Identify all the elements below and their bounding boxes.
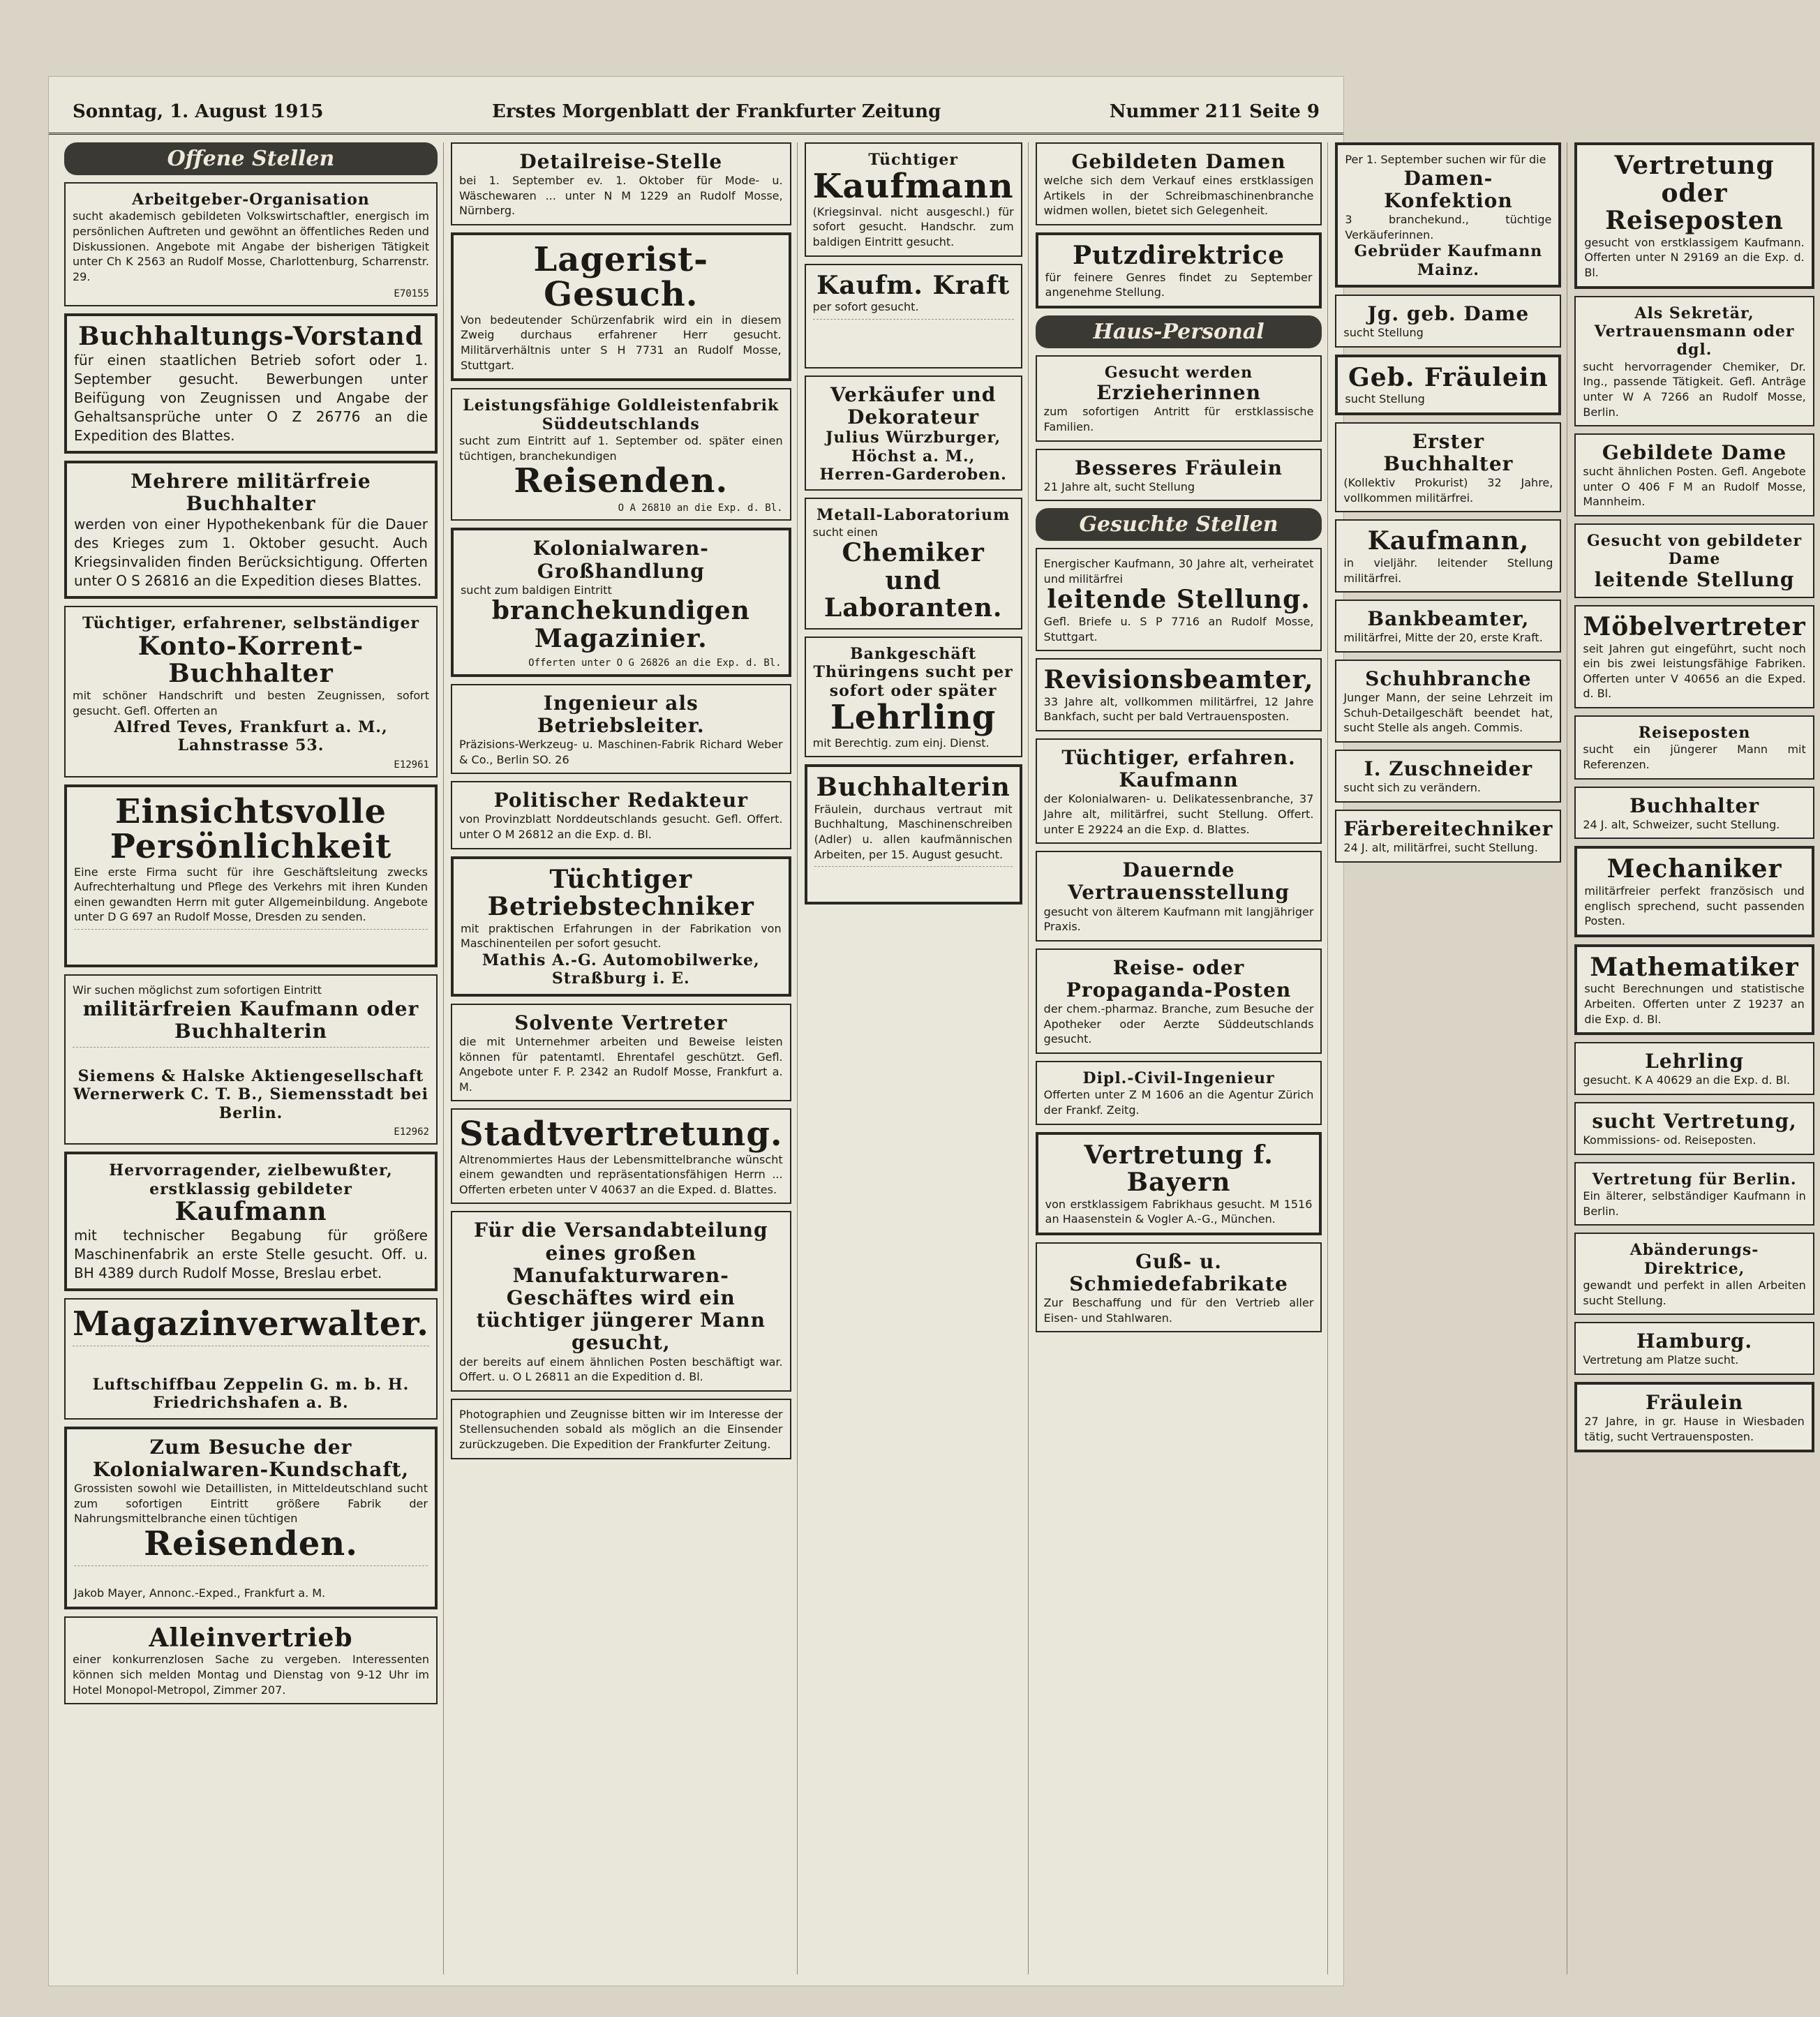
ad-title: Stadtvertretung. [458,1115,783,1154]
ad-schuhbranche [1335,660,1561,743]
ad-lead: Tüchtiger, erfahrener, selbständiger [82,614,420,633]
ad-title: Kaufmann, [1367,526,1530,556]
ad-kolonial-grosshandlung [451,528,791,676]
ad-civil-ingenieur [1036,1061,1322,1125]
ad-besseres-fraeulein [1036,449,1322,502]
ad-title: Besseres Fräulein [1075,456,1283,479]
ad-title: Hamburg. [1636,1330,1753,1353]
ad-title: Detailreise-Stelle [519,150,723,173]
ad-text: Offerten unter Z M 1606 an die Agentur Zürich der Frankf. Zeitg. [1043,1088,1314,1117]
ad-text: seit Jahren gut eingeführt, sucht noch ein bis zwei leistungsfähige Fabriken. Offerten unter V 40656 an die Exped. d. Bl. [1583,641,1806,701]
ad-verkaeufer-dekorateur [805,375,1022,491]
ad-text: 24 J. alt, militärfrei, sucht Stellung. [1343,840,1538,854]
ad-firm: Julius Würzburger, Höchst a. M., Herren-Garderoben. [819,429,1007,484]
ad-mathematiker [1574,944,1814,1035]
ad-buchhalter-schweizer [1574,787,1814,840]
ad-title: Vertretung für Berlin. [1592,1170,1797,1189]
ad-text: 24 J. alt, Schweizer, sucht Stellung. [1583,817,1780,831]
ad-title: Damen-Konfektion [1384,166,1513,212]
ad-text: sucht einen [812,525,878,539]
ad-geb-fraeulein [1335,355,1561,415]
ad-title: Gebildete Dame [1602,441,1787,465]
ad-lead: Kolonialwaren-Großhandlung [532,537,709,583]
ad-text: 27 Jahre, in gr. Hause in Wiesbaden tätig, sucht Vertrauensposten. [1584,1415,1805,1443]
ad-einsichtsvolle [64,784,438,967]
ad-text: 3 branchekund., tüchtige Verkäuferinnen. [1345,212,1552,241]
ad-firm: Luftschiffbau Zeppelin G. m. b. H. Friedrichshafen a. B. [92,1375,410,1413]
ad-reiseposten [1574,715,1814,780]
ad-lead: Gesucht werden [1104,363,1253,382]
ad-code: E70155 [394,288,429,300]
ad-kaufmann-leitend [1335,519,1561,593]
ad-title: Bankbeamter, [1367,607,1530,631]
ad-text: bei 1. September ev. 1. Oktober für Mode- u. Wäschewaren ... unter N M 1229 an Rudolf Mosse, Nürnberg. [458,174,783,218]
ad-text: sucht hervorragender Chemiker, Dr. Ing., passende Tätigkeit. Gefl. Anträge unter W A 7266 an Rudolf Mosse, Berlin. [1583,359,1806,419]
ad-propaganda [1036,948,1322,1054]
ad-text: sucht akademisch gebildeten Volkswirtschaftler, energisch im persönlichen Auftreten und gewöhnt an öffentliches Reden und Diskussionen. Angebote mit Angabe der bisherigen Tätigkeit unter Ch K 2563 an Rudolf Mosse, Charlottenburg, Scharrenstr. 29. [73,209,429,283]
ad-title: militärfreien Kaufmann oder Buchhalterin [82,997,419,1043]
ad-title: sucht Vertretung, [1592,1109,1797,1133]
ad-gesucht-von-dame [1574,523,1814,598]
ad-title: Abänderungs-Direktrice, [1629,1241,1759,1278]
ad-kolonialwaren-kundschaft [64,1427,438,1609]
ad-kaufmann-technik [64,1152,438,1290]
ad-lead: Bankgeschäft Thüringens sucht per sofort oder später [813,645,1013,700]
ad-text: Gefl. Briefe u. S P 7716 an Rudolf Mosse, Stuttgart. [1043,615,1314,643]
ad-text: für feinere Genres findet zu September angenehme Stellung. [1045,270,1313,299]
ad-title: Zum Besuche der Kolonialwaren-Kundschaft, [92,1435,410,1481]
ad-moebelvertreter [1574,605,1814,708]
ad-title: Mechaniker [1606,854,1782,884]
ad-firm: Jakob Mayer, Annonc.-Exped., Frankfurt a. M. [74,1586,326,1600]
ad-head: Reisenden. [144,1524,358,1563]
ad-stadtvertretung [451,1108,791,1204]
ad-kaufm-kraft [805,264,1022,369]
text-filler [74,929,428,959]
ad-lead: Per 1. September suchen wir für die [1345,153,1546,166]
ad-text: sucht Stellung [1345,392,1425,406]
ad-bankgeschaeft [805,637,1022,757]
ad-title: Für die Versandabteilung eines großen Manufakturwaren-Geschäftes wird ein tüchtiger jüngerer Mann gesucht, [473,1219,768,1355]
ad-title: Kaufm. Kraft [816,270,1010,300]
ad-title: Revisionsbeamter, [1043,665,1314,695]
ad-goldleisten [451,388,791,521]
ad-erster-buchhalter [1335,422,1561,513]
ad-lehrling [1574,1042,1814,1095]
ad-magazinverwalter [64,1298,438,1420]
ad-text: mit technischer Begabung für größere Maschinenfabrik an erste Stelle gesucht. Off. u. BH 4389 durch Rudolf Mosse, Breslau erbet. [74,1226,428,1281]
ad-leitende-stellung [1036,548,1322,651]
ad-title: Geb. Fräulein [1348,362,1549,392]
ad-text: der bereits auf einem ähnlichen Posten beschäftigt war. Offert. u. O L 26811 an die Expedition d. Bl. [458,1355,783,1384]
ad-title: Chemiker und Laboranten. [823,538,1003,623]
ad-text: in vieljähr. leitender Stellung militärfrei. [1343,556,1553,585]
ad-title: Mathematiker [1590,952,1799,982]
ad-title: Gebildeten Damen [1071,150,1286,173]
ad-text: welche sich dem Verkauf eines erstklassigen Artikels in der Schreibmaschinenbranche widmen wollen, bietet sich Gelegenheit. [1043,174,1314,218]
ad-zuschneider [1335,750,1561,803]
text-filler [73,1047,429,1067]
ad-text: (Kriegsinval. nicht ausgeschl.) für sofort gesucht. Handschr. zum baldigen Eintritt gesucht. [812,204,1014,248]
ad-text: Photographien und Zeugnisse bitten wir im Interesse der Stellensuchenden sobald als möglich an die Einsender zurückzugeben. Die Expedition der Frankfurter Zeitung. [458,1407,783,1451]
ad-guss [1036,1242,1322,1333]
ad-title: Guß- u. Schmiedefabrikate [1069,1249,1288,1296]
ad-title: Gesucht von gebildeter Dame [1587,532,1803,569]
column-6 [1574,142,1819,1974]
ad-revisionsbeamter [1036,658,1322,731]
ad-text: sucht ein jüngerer Mann mit Referenzen. [1583,743,1806,771]
header-date: Sonntag, 1. August 1915 [73,101,324,122]
ad-detailreise [451,142,791,225]
column-5 [1335,142,1567,1974]
section-banner-offene-stellen: Offene Stellen [64,142,438,175]
column-2 [451,142,798,1974]
section-banner-gesuchte-stellen: Gesuchte Stellen [1036,508,1322,541]
ad-title: Vertretung f. Bayern [1084,1140,1274,1198]
ad-title: branchekundigen Magazinier. [491,596,750,654]
ad-dauernde-vertrauensstellung [1036,851,1322,941]
ad-text: sucht Stellung [1343,326,1424,340]
ad-title: Tüchtiger Betriebstechniker [487,864,754,922]
ad-text: militärfrei, Mitte der 20, erste Kraft. [1343,631,1543,645]
ad-text: gesucht von älterem Kaufmann mit langjähriger Praxis. [1043,905,1314,934]
ad-title: Magazinverwalter. [73,1304,429,1344]
ad-lead: Wir suchen möglichst zum sofortigen Eintritt [73,983,322,997]
ad-title: Mehrere militärfreie Buchhalter [130,469,371,516]
ad-text: gewandt und perfekt in allen Arbeiten sucht Stellung. [1583,1279,1806,1307]
ad-text: Kommissions- od. Reiseposten. [1583,1133,1756,1147]
column-1 [64,142,444,1974]
ad-code: O A 26810 an die Exp. d. Bl. [618,503,783,514]
ad-code: Offerten unter O G 26826 an die Exp. d. Bl. [528,657,782,669]
ad-title: Buchhalter [1629,794,1760,817]
ad-buchhaltungs-vorstand [64,313,438,454]
ad-title: Buchhalterin [816,773,1010,803]
ad-text: leitende Stellung [1594,567,1795,591]
ad-title: Putzdirektrice [1073,240,1285,270]
ad-text: Eine erste Firma sucht für ihre Geschäftsleitung zwecks Aufrechterhaltung und Pflege des Verkehrs mit ihren Kunden einen gewandten Herrn mit guter Allgemeinbildung. Angebote unter D G 697 an Rudolf Mosse, Dresden zu senden. [74,865,428,924]
ad-sekretaer [1574,296,1814,427]
ad-text: Junger Mann, der seine Lehrzeit im Schuh-Detailgeschäft beendet hat, sucht Stelle als angeh. Commis. [1343,691,1553,735]
ad-firm: Alfred Teves, Frankfurt a. M., Lahnstrasse 53. [114,718,388,755]
ad-text: Von bedeutender Schürzenfabrik wird ein in diesem Zweig durchaus erfahrener Herr gesucht. Militärverhältnis unter S H 7731 an Rudolf Mosse, Stuttgart. [460,313,782,372]
ad-title: Lehrling [1645,1050,1744,1073]
ad-versand [451,1211,791,1391]
ad-title: Lagerist-Gesuch. [533,239,709,315]
ad-ingenieur [451,684,791,775]
ad-text: 21 Jahre alt, sucht Stellung [1043,479,1195,493]
ad-title: Verkäufer und Dekorateur [830,382,997,429]
ad-lead: Metall-Laboratorium [816,506,1010,525]
ad-photographien [451,1399,791,1459]
ad-title: leitende Stellung. [1047,585,1311,615]
ad-text: militärfreier perfekt französisch und englisch sprechend, sucht passenden Posten. [1584,884,1805,928]
header-masthead: Erstes Morgenblatt der Frankfurter Zeitung [492,101,941,122]
ad-text: der chem.-pharmaz. Branche, zum Besuche der Apotheker oder Aerzte Süddeutschlands gesucht. [1043,1002,1314,1046]
text-filler [74,1565,428,1586]
ad-title: Buchhaltungs-Vorstand [78,322,424,352]
ad-metall-laboratorium [805,498,1022,630]
ad-title: Erster Buchhalter [1383,429,1514,476]
ad-text: für einen staatlichen Betrieb sofort oder 1. September gesucht. Bewerbungen unter Beifügung von Zeugnissen und Angabe der Gehaltsansprüche unter O Z 26776 an die Expedition des Blattes. [74,351,428,444]
ad-columns [64,142,1806,1974]
ad-fraeulein-wiesbaden [1574,1382,1814,1452]
ad-title: Alleinvertrieb [149,1623,353,1653]
ad-title: Schuhbranche [1365,667,1532,691]
ad-text: sucht sich zu verändern. [1343,781,1481,795]
ad-buchhalterin [805,764,1022,905]
ad-title: Arbeitgeber-Organisation [132,191,370,209]
ad-code: E12962 [394,1126,429,1138]
ad-lead: Leistungsfähige Goldleistenfabrik Süddeutschlands [463,396,780,433]
ad-redakteur [451,781,791,849]
ad-title: I. Zuschneider [1364,757,1533,780]
ad-firm: Gebrüder Kaufmann Mainz. [1354,242,1543,279]
ad-abaenderungs-direktrice [1574,1233,1814,1315]
ad-lead: Hervorragender, zielbewußter, erstklassig gebildeter [109,1161,393,1198]
ad-text: Altrenommiertes Haus der Lebensmittelbranche wünscht einem gewandten und repräsentationsfähigen Herrn ... Offerten erbeten unter V 40637 an die Exped. d. Blattes. [458,1152,783,1196]
ad-vertretung-bayern [1036,1132,1322,1235]
ad-text: mit praktischen Erfahrungen in der Fabrikation von Maschinenteilen per sofort gesucht. [460,921,782,951]
ad-code: E12961 [394,759,429,771]
ad-faerbereitechniker [1335,810,1561,863]
ad-hamburg [1574,1322,1814,1375]
ad-title: Solvente Vertreter [514,1011,728,1034]
ad-konto-korrent [64,606,438,777]
ad-title: Kaufmann [174,1196,327,1226]
ad-text: gesucht von erstklassigem Kaufmann. Offerten unter N 29169 an die Exp. d. Bl. [1584,235,1805,279]
ad-text: 33 Jahre alt, vollkommen militärfrei, 12 Jahre Bankfach, sucht per bald Vertrauensposten. [1043,694,1314,724]
ad-text: Ein älterer, selbständiger Kaufmann in Berlin. [1583,1189,1806,1218]
ad-title: Reisenden. [514,461,729,501]
ad-arbeitgeber [64,182,438,306]
newspaper-page [49,77,1806,1986]
ad-firm: Präzisions-Werkzeug- u. Maschinen-Fabrik Richard Weber & Co., Berlin SO. 26 [458,738,783,766]
ad-title: Reise- oder Propaganda-Posten [1066,955,1292,1002]
ad-lead: Tüchtiger [868,151,958,169]
ad-text: per sofort gesucht. [812,300,919,314]
text-filler [73,1346,429,1376]
column-4 [1036,142,1329,1974]
ad-title: Fräulein [1646,1391,1744,1415]
ad-text: sucht zum baldigen Eintritt [460,583,612,597]
ad-gebildeten-damen [1036,142,1322,225]
ad-bankbeamter [1335,600,1561,653]
ad-title: Reiseposten [1638,724,1751,743]
ad-title: Als Sekretär, Vertrauensmann oder dgl. [1594,304,1795,359]
ad-lead: Energischer Kaufmann, 30 Jahre alt, verheiratet und militärfrei [1043,557,1314,586]
ad-title: Kaufmann [812,167,1014,207]
text-filler [813,319,1014,362]
ad-text: Grossisten sowohl wie Detaillisten, in Mitteldeutschland sucht zum sofortigen Eintritt größere Fabrik der Nahrungsmittelbranche einen tüchtigen [74,1482,428,1526]
ad-firm: Siemens & Halske Aktiengesellschaft Wernerwerk C. T. B., Siemensstadt bei Berlin. [73,1067,428,1122]
ad-vertretung-berlin [1574,1162,1814,1226]
ad-text: gesucht. K A 40629 an die Exp. d. Bl. [1583,1073,1791,1087]
ad-jg-dame [1335,295,1561,348]
ad-text: werden von einer Hypothekenbank für die Dauer des Krieges zum 1. Oktober gesucht. Auch Kriegsinvaliden finden Berücksichtigung. Offerten unter O S 26816 an die Expedition dieses Blattes. [74,516,428,590]
ad-text: Fräulein, durchaus vertraut mit Buchhaltung, Maschinenschreiben (Adler) u. allen kaufmännischen Arbeiten, per 15. August gesucht. [814,802,1013,861]
ad-mehrere-buchhalter [64,461,438,599]
ad-betriebstechniker [451,856,791,997]
ad-lagerist [451,232,791,381]
ad-text: sucht Berechnungen und statistische Arbeiten. Offerten unter Z 19237 an die Exp. d. Bl. [1584,982,1805,1026]
ad-mechaniker [1574,846,1814,937]
ad-kaufmann-tuechtiger [805,142,1022,257]
ad-text: einer konkurrenzlosen Sache zu vergeben. Interessenten können sich melden Montag und Dienstag von 9-12 Uhr im Hotel Monopol-Metropol, Zimmer 207. [73,1653,429,1697]
ad-title: Lehrling [830,698,997,738]
ad-text: zum sofortigen Antritt für erstklassische Familien. [1043,405,1314,433]
ad-title: Dauernde Vertrauensstellung [1068,858,1290,905]
ad-erzieherinnen [1036,355,1322,442]
ad-title: Jg. geb. Dame [1367,302,1530,325]
ad-title: Möbelvertreter [1583,612,1806,642]
ad-text: Zur Beschaffung und für den Vertrieb aller Eisen- und Stahlwaren. [1043,1296,1314,1325]
ad-text: (Kollektiv Prokurist) 32 Jahre, vollkommen militärfrei. [1343,476,1553,505]
ad-text: von Provinzblatt Norddeutschlands gesucht. Gefl. Offert. unter O M 26812 an die Exp. d. Bl. [458,812,783,841]
ad-firm: Mathis A.-G. Automobilwerke, Straßburg i. E. [482,951,760,988]
ad-text: die mit Unternehmer arbeiten und Beweise leisten können für patentamtl. Ehrentafel geschützt. Gefl. Angebote unter F. P. 2342 an Rudolf Mosse, Frankfurt a. M. [458,1034,783,1094]
ad-text: sucht ähnlichen Posten. Gefl. Angebote unter O 406 F M an Rudolf Mosse, Mannheim. [1583,465,1806,509]
ad-title: Erzieherinnen [1096,381,1261,405]
ad-text: mit Berechtig. zum einj. Dienst. [812,736,990,750]
ad-text: Vertretung am Platze sucht. [1583,1353,1739,1367]
section-banner-haus-personal: Haus-Personal [1036,315,1322,348]
ad-gebildete-dame [1574,433,1814,516]
header-page-number: Nummer 211 Seite 9 [1109,101,1320,122]
ad-title: Konto-Korrent-Buchhalter [137,631,364,689]
ad-text: von erstklassigem Fabrikhaus gesucht. M 1516 an Haasenstein & Vogler A.-G., München. [1045,1197,1313,1226]
ad-text: sucht zum Eintritt auf 1. September od. später einen tüchtigen, branchekundigen [458,433,783,463]
ad-putzdirektrice [1036,232,1322,308]
ad-text: der Kolonialwaren- u. Delikatessenbranche, 37 Jahre alt, militärfrei, sucht Stellung. Offert. unter E 29224 an die Exp. d. Blattes. [1043,792,1314,836]
column-3 [805,142,1029,1974]
ad-vertretung-reiseposten [1574,142,1814,289]
ad-title: Einsichtsvolle Persönlichkeit [110,791,392,867]
ad-title: Dipl.-Civil-Ingenieur [1082,1069,1275,1087]
ad-title: Vertretung oder Reiseposten [1605,151,1784,236]
ad-title: Ingenieur als Betriebsleiter. [537,691,705,737]
text-filler [814,866,1013,896]
ad-damen-konfektion [1335,142,1561,288]
ad-title: Färbereitechniker [1343,817,1553,840]
ad-sucht-vertretung [1574,1102,1814,1155]
ad-tuechtiger-kaufmann [1036,738,1322,844]
ad-solvente-vertreter [451,1004,791,1102]
ad-alleinvertrieb [64,1616,438,1704]
ad-title: Politischer Redakteur [493,789,748,812]
ad-text: mit schöner Handschrift und besten Zeugnissen, sofort gesucht. Gefl. Offerten an [73,688,429,717]
ad-siemens [64,974,438,1145]
page-header [49,91,1343,135]
ad-title: Tüchtiger, erfahren. Kaufmann [1061,746,1296,792]
